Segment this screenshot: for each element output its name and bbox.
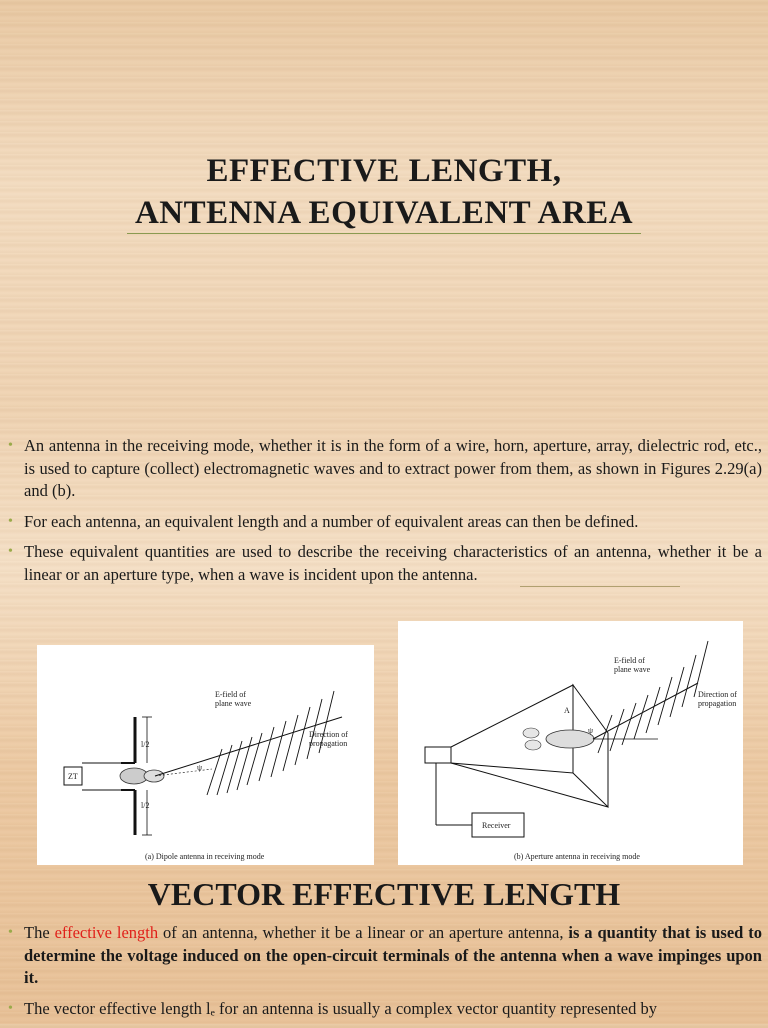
- slide-title: [0, 150, 768, 234]
- direction-label-line2: propagation: [309, 739, 348, 748]
- figure-b-caption: (b) Aperture antenna in receiving mode: [514, 852, 640, 861]
- highlighted-term: effective length: [54, 923, 159, 942]
- angle-label-b: ψ: [588, 726, 594, 735]
- title-line-1: EFFECTIVE LENGTH,: [206, 153, 562, 189]
- efield-label-line2: plane wave: [215, 699, 252, 708]
- half-length-top-label: l/2: [141, 740, 150, 749]
- load-label: ZT: [68, 772, 78, 781]
- figure-aperture-antenna: [398, 621, 743, 865]
- bullet-item: [8, 541, 762, 586]
- bullet-dot-icon: •: [8, 438, 13, 453]
- title-underline: [127, 233, 641, 234]
- half-length-bottom-label: l/2: [141, 801, 150, 810]
- bullet-text-part1: The: [24, 923, 55, 942]
- bullet-text-bold: is a quantity that is used to determine the voltage induced on the open-circuit terminals of the antenna when a wave impinges upon it.: [24, 923, 762, 987]
- bullet-item: [8, 511, 762, 534]
- efield-label-b-line1: E-field of: [614, 656, 645, 665]
- bullet-item: [8, 435, 762, 503]
- angle-label: ψ: [197, 763, 203, 772]
- receiver-label: Receiver: [482, 821, 511, 830]
- bullet-item: [8, 922, 762, 990]
- direction-label-b-line1: Direction of: [698, 690, 737, 699]
- aperture-diagram: [398, 621, 743, 865]
- bullet-dot-icon: •: [8, 925, 13, 940]
- section-bullets: [8, 922, 762, 1028]
- bullet-item: [8, 998, 762, 1021]
- area-label: A: [564, 706, 570, 715]
- bullet-text-part2: of an antenna, whether it be a linear or an aperture antenna,: [158, 923, 569, 942]
- title-line-2: ANTENNA EQUIVALENT AREA: [134, 195, 634, 231]
- bullet-dot-icon: •: [8, 544, 13, 559]
- section-title: VECTOR EFFECTIVE LENGTH: [147, 876, 621, 912]
- bullet-dot-icon: •: [8, 1000, 13, 1016]
- dipole-diagram: [37, 645, 374, 865]
- efield-label-b-line2: plane wave: [614, 665, 651, 674]
- figure-dipole-antenna: [37, 645, 374, 865]
- direction-label-b-line2: propagation: [698, 699, 737, 708]
- intro-bullets: [8, 435, 762, 594]
- bullet-text: An antenna in the receiving mode, whether it is in the form of a wire, horn, aperture, array, dielectric rod, etc., is used to capture (collect) electromagnetic waves and to extract power from them, as shown in Figures 2.29(a) and (b).: [24, 436, 762, 500]
- bullet-text: These equivalent quantities are used to describe the receiving characteristics of an antenna, whether it be a linear or an aperture type, when a wave is incident upon the antenna.: [24, 542, 762, 584]
- efield-label-line1: E-field of: [215, 690, 246, 699]
- bullet-text: The vector effective length lₑ for an antenna is usually a complex vector quantity represented by: [24, 998, 657, 1018]
- bullet-text: For each antenna, an equivalent length and a number of equivalent areas can then be defined.: [24, 511, 639, 531]
- bullet-dot-icon: •: [8, 513, 13, 529]
- figure-a-caption: (a) Dipole antenna in receiving mode: [145, 852, 265, 861]
- decorative-rule: [520, 586, 680, 587]
- direction-label-line1: Direction of: [309, 730, 348, 739]
